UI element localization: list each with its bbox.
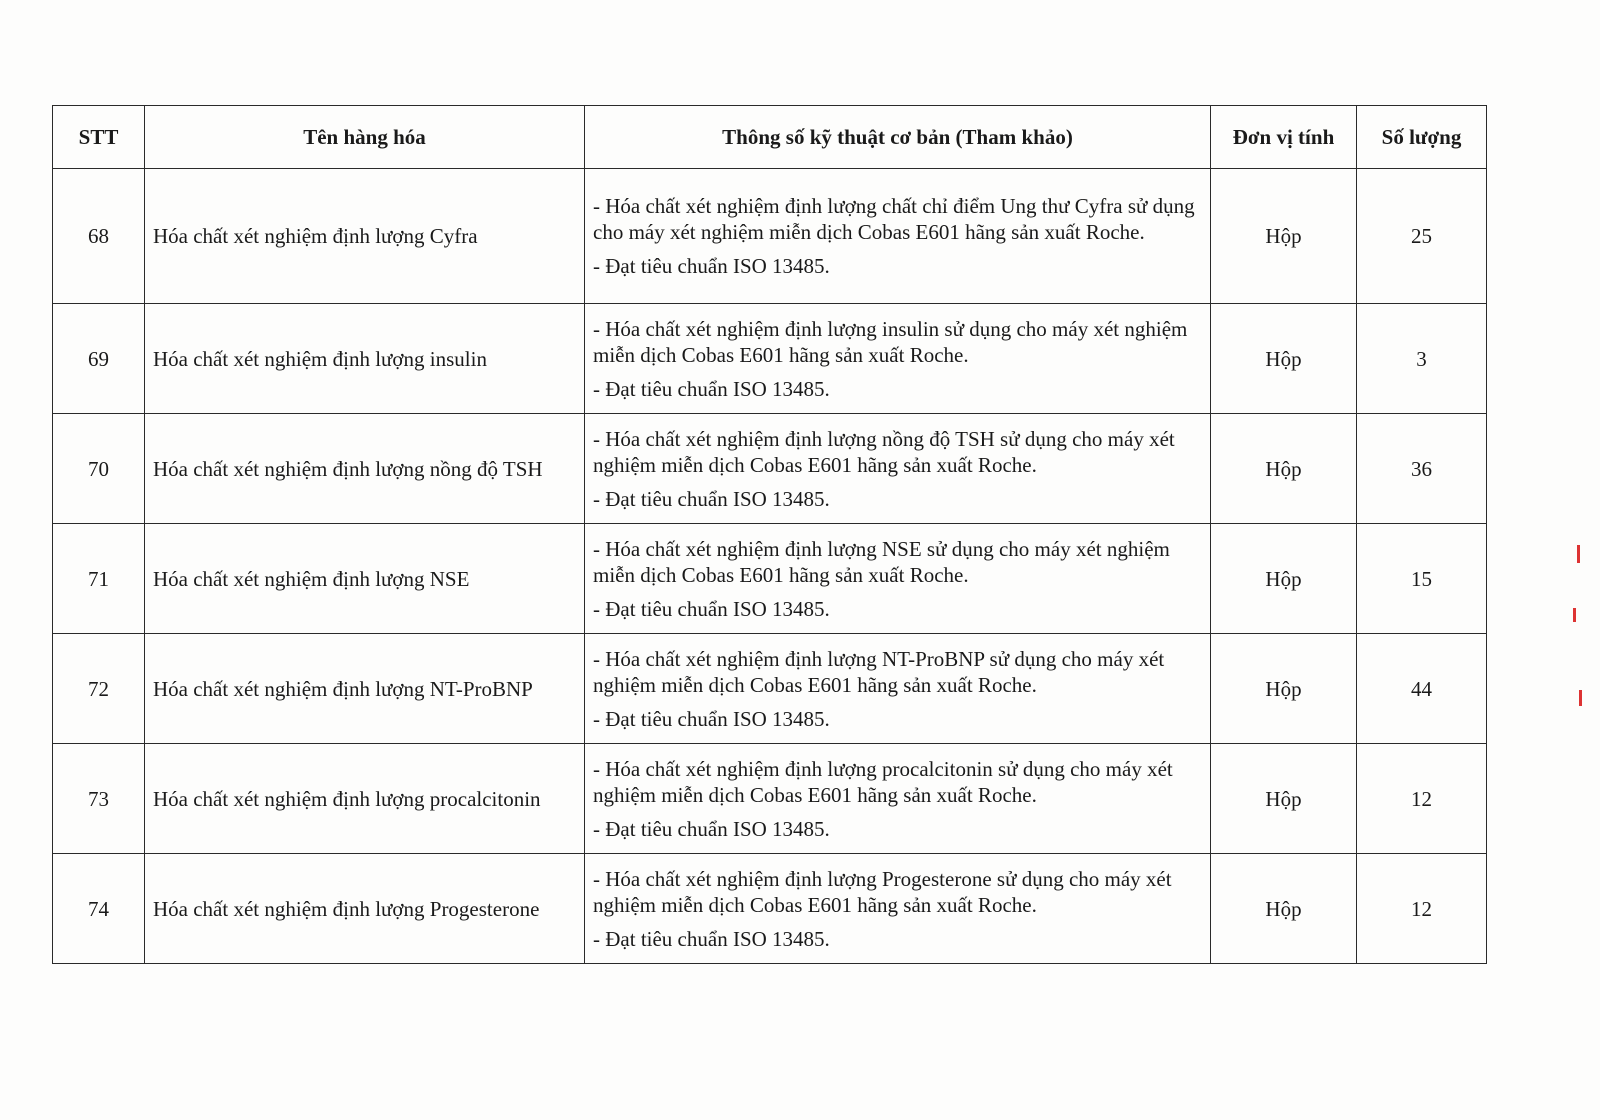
header-name: Tên hàng hóa <box>145 106 585 169</box>
row-spec-text: - Hóa chất xét nghiệm định lượng chất chỉ điểm Ung thư Cyfra sử dụng cho máy xét nghiệm miễn dịch Cobas E601 hãng sản xuất Roche. <box>593 194 1195 244</box>
row-spec-standard: - Đạt tiêu chuẩn ISO 13485. <box>593 706 830 731</box>
row-name: Hóa chất xét nghiệm định lượng NSE <box>145 524 585 634</box>
row-spec-text: - Hóa chất xét nghiệm định lượng NSE sử dụng cho máy xét nghiệm miễn dịch Cobas E601 hãng sản xuất Roche. <box>593 536 1170 587</box>
table-row <box>53 169 1487 304</box>
row-qty: 15 <box>1357 524 1487 634</box>
row-unit: Hộp <box>1211 169 1357 304</box>
row-spec-standard: - Đạt tiêu chuẩn ISO 13485. <box>593 486 830 511</box>
row-qty: 44 <box>1357 634 1487 744</box>
table-row <box>53 634 1487 744</box>
row-spec <box>585 854 1211 964</box>
row-spec <box>585 524 1211 634</box>
row-spec-text: - Hóa chất xét nghiệm định lượng procalcitonin sử dụng cho máy xét nghiệm miễn dịch Cobas E601 hãng sản xuất Roche. <box>593 756 1173 807</box>
table-row <box>53 524 1487 634</box>
row-unit: Hộp <box>1211 854 1357 964</box>
row-unit: Hộp <box>1211 524 1357 634</box>
row-unit: Hộp <box>1211 304 1357 414</box>
row-name: Hóa chất xét nghiệm định lượng NT-ProBNP <box>145 634 585 744</box>
row-name: Hóa chất xét nghiệm định lượng procalcitonin <box>145 744 585 854</box>
goods-spec-table <box>52 105 1487 964</box>
row-qty: 12 <box>1357 854 1487 964</box>
header-qty: Số lượng <box>1357 106 1487 169</box>
row-spec <box>585 744 1211 854</box>
row-stt: 68 <box>53 169 145 304</box>
row-qty: 25 <box>1357 169 1487 304</box>
row-name: Hóa chất xét nghiệm định lượng insulin <box>145 304 585 414</box>
header-stt: STT <box>53 106 145 169</box>
row-unit: Hộp <box>1211 744 1357 854</box>
row-spec <box>585 634 1211 744</box>
row-spec <box>585 304 1211 414</box>
scan-edge-mark <box>1577 545 1580 563</box>
scan-edge-mark <box>1579 690 1582 706</box>
row-name: Hóa chất xét nghiệm định lượng Cyfra <box>145 169 585 304</box>
row-stt: 73 <box>53 744 145 854</box>
row-unit: Hộp <box>1211 414 1357 524</box>
row-spec-standard: - Đạt tiêu chuẩn ISO 13485. <box>593 816 830 841</box>
row-stt: 70 <box>53 414 145 524</box>
row-spec-text: - Hóa chất xét nghiệm định lượng nồng độ TSH sử dụng cho máy xét nghiệm miễn dịch Cobas E601 hãng sản xuất Roche. <box>593 426 1175 477</box>
table-row <box>53 744 1487 854</box>
row-spec <box>585 169 1211 304</box>
row-unit: Hộp <box>1211 634 1357 744</box>
scan-edge-mark <box>1573 608 1576 622</box>
row-stt: 74 <box>53 854 145 964</box>
row-stt: 71 <box>53 524 145 634</box>
row-qty: 12 <box>1357 744 1487 854</box>
table-header-row <box>53 106 1487 169</box>
table-row <box>53 854 1487 964</box>
row-spec-standard: - Đạt tiêu chuẩn ISO 13485. <box>593 926 830 951</box>
row-spec-text: - Hóa chất xét nghiệm định lượng Progesterone sử dụng cho máy xét nghiệm miễn dịch Cobas E601 hãng sản xuất Roche. <box>593 866 1172 917</box>
row-stt: 72 <box>53 634 145 744</box>
row-stt: 69 <box>53 304 145 414</box>
row-spec-standard: - Đạt tiêu chuẩn ISO 13485. <box>593 596 830 621</box>
row-qty: 36 <box>1357 414 1487 524</box>
row-name: Hóa chất xét nghiệm định lượng Progesterone <box>145 854 585 964</box>
row-spec-standard: - Đạt tiêu chuẩn ISO 13485. <box>593 254 830 278</box>
row-spec <box>585 414 1211 524</box>
row-spec-text: - Hóa chất xét nghiệm định lượng insulin sử dụng cho máy xét nghiệm miễn dịch Cobas E601 hãng sản xuất Roche. <box>593 316 1188 367</box>
row-spec-text: - Hóa chất xét nghiệm định lượng NT-ProBNP sử dụng cho máy xét nghiệm miễn dịch Cobas E601 hãng sản xuất Roche. <box>593 646 1165 697</box>
table-row <box>53 414 1487 524</box>
header-spec: Thông số kỹ thuật cơ bản (Tham khảo) <box>585 106 1211 169</box>
row-name: Hóa chất xét nghiệm định lượng nồng độ TSH <box>145 414 585 524</box>
table-row <box>53 304 1487 414</box>
header-unit: Đơn vị tính <box>1211 106 1357 169</box>
row-spec-standard: - Đạt tiêu chuẩn ISO 13485. <box>593 376 830 401</box>
row-qty: 3 <box>1357 304 1487 414</box>
